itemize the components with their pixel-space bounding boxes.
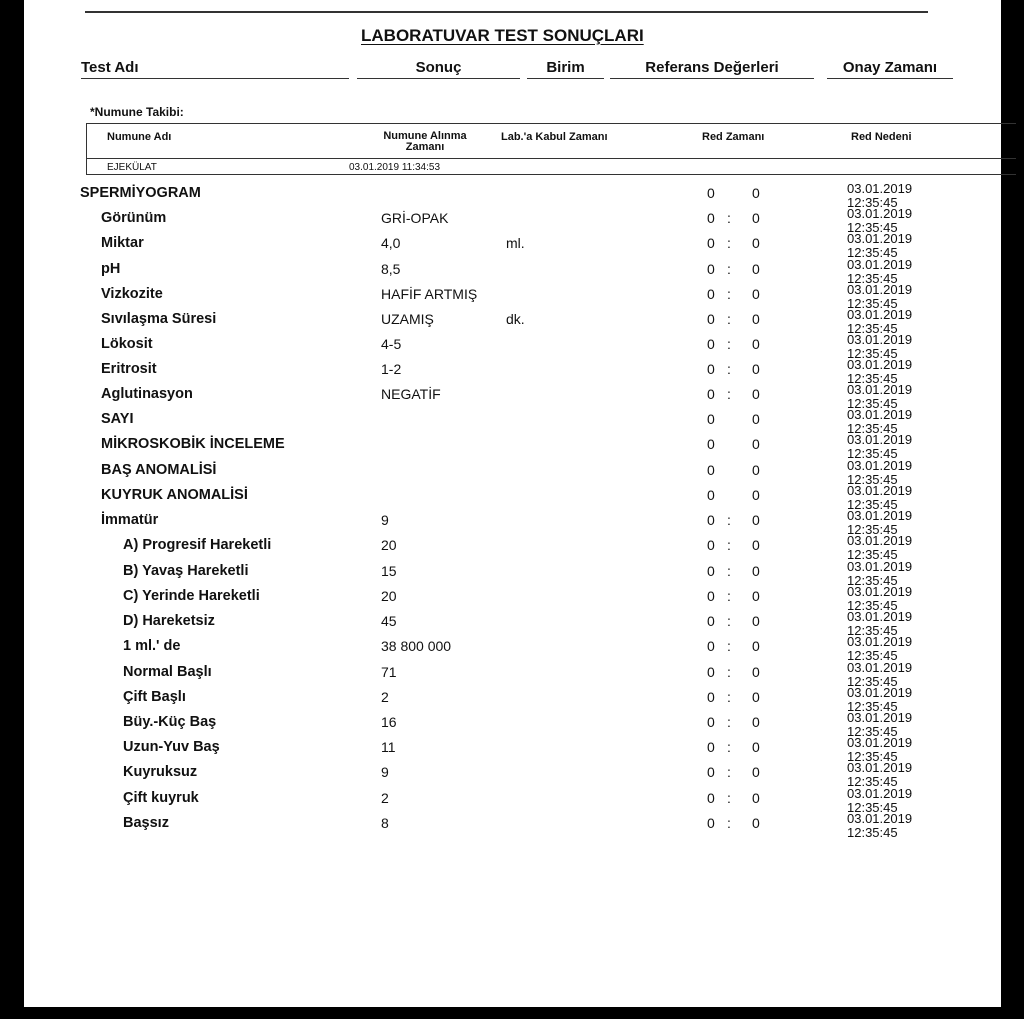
test-result: NEGATİF [381, 386, 441, 402]
test-result: UZAMIŞ [381, 311, 434, 327]
sample-header-collected: Numune Alınma Zamanı [383, 130, 467, 153]
reference-separator: : [727, 512, 731, 528]
reference-high: 0 [752, 689, 760, 705]
sample-divider [87, 158, 1016, 159]
approval-date: 03.01.2019 [847, 609, 913, 624]
reference-separator: : [727, 311, 731, 327]
approval-date: 03.01.2019 [847, 634, 913, 649]
test-name: Eritrosit [101, 361, 157, 377]
test-unit: ml. [506, 235, 525, 251]
approval-date: 03.01.2019 [847, 382, 913, 397]
approval-clock: 12:35:45 [847, 825, 898, 840]
approval-clock: 12:35:45 [847, 749, 898, 764]
reference-low: 0 [707, 537, 715, 553]
reference-high: 0 [752, 664, 760, 680]
reference-high: 0 [752, 739, 760, 755]
reference-high: 0 [752, 361, 760, 377]
approval-clock: 12:35:45 [847, 674, 898, 689]
column-header-test-name: Test Adı [81, 59, 349, 79]
approval-time [847, 710, 913, 739]
reference-high: 0 [752, 790, 760, 806]
test-name: İmmatür [101, 512, 159, 528]
approval-date: 03.01.2019 [847, 206, 913, 221]
reference-separator: : [727, 613, 731, 629]
test-name: Çift kuyruk [123, 790, 199, 806]
reference-separator: : [727, 537, 731, 553]
reference-low: 0 [707, 462, 715, 478]
reference-separator: : [727, 689, 731, 705]
approval-clock: 12:35:45 [847, 724, 898, 739]
test-name: MİKROSKOBİK İNCELEME [101, 436, 285, 452]
sample-header-name: Numune Adı [107, 131, 172, 143]
approval-clock: 12:35:45 [847, 296, 898, 311]
approval-date: 03.01.2019 [847, 786, 913, 801]
test-result: 8,5 [381, 261, 401, 277]
test-name: A) Progresif Hareketli [123, 537, 272, 553]
approval-clock: 12:35:45 [847, 321, 898, 336]
top-rule [85, 11, 928, 13]
sample-collected-time: 03.01.2019 11:34:53 [349, 162, 441, 173]
report-page [24, 0, 1001, 1007]
approval-date: 03.01.2019 [847, 432, 913, 447]
approval-clock: 12:35:45 [847, 421, 898, 436]
approval-clock: 12:35:45 [847, 446, 898, 461]
test-result: 20 [381, 537, 397, 553]
column-header-unit: Birim [527, 59, 604, 79]
approval-clock: 12:35:45 [847, 497, 898, 512]
reference-low: 0 [707, 361, 715, 377]
approval-clock: 12:35:45 [847, 346, 898, 361]
reference-low: 0 [707, 386, 715, 402]
approval-time [847, 685, 913, 714]
test-result: 9 [381, 512, 389, 528]
approval-time [847, 206, 913, 235]
test-name: 1 ml.' de [123, 638, 181, 654]
test-name: C) Yerinde Hareketli [123, 588, 260, 604]
test-unit: dk. [506, 311, 525, 327]
approval-clock: 12:35:45 [847, 271, 898, 286]
sample-tracking-label: *Numune Takibi: [90, 105, 184, 119]
approval-date: 03.01.2019 [847, 332, 913, 347]
reference-separator: : [727, 664, 731, 680]
reference-high: 0 [752, 764, 760, 780]
reference-high: 0 [752, 336, 760, 352]
reference-high: 0 [752, 462, 760, 478]
reference-high: 0 [752, 512, 760, 528]
reference-low: 0 [707, 563, 715, 579]
approval-clock: 12:35:45 [847, 547, 898, 562]
reference-high: 0 [752, 411, 760, 427]
approval-time [847, 282, 913, 311]
reference-high: 0 [752, 638, 760, 654]
reference-high: 0 [752, 714, 760, 730]
approval-clock: 12:35:45 [847, 774, 898, 789]
approval-time [847, 609, 913, 638]
reference-low: 0 [707, 436, 715, 452]
test-name: KUYRUK ANOMALİSİ [101, 487, 248, 503]
approval-clock: 12:35:45 [847, 598, 898, 613]
reference-low: 0 [707, 790, 715, 806]
reference-separator: : [727, 261, 731, 277]
test-result: GRİ-OPAK [381, 210, 449, 226]
reference-high: 0 [752, 613, 760, 629]
approval-clock: 12:35:45 [847, 371, 898, 386]
approval-time [847, 332, 913, 361]
approval-clock: 12:35:45 [847, 522, 898, 537]
reference-low: 0 [707, 336, 715, 352]
approval-time [847, 231, 913, 260]
test-name: Sıvılaşma Süresi [101, 311, 217, 327]
sample-header-lab-accept: Lab.'a Kabul Zamanı [501, 131, 608, 143]
approval-date: 03.01.2019 [847, 181, 913, 196]
test-name: Görünüm [101, 210, 167, 226]
reference-high: 0 [752, 210, 760, 226]
test-result: HAFİF ARTMIŞ [381, 286, 478, 302]
sample-tracking-table [86, 123, 1016, 175]
reference-low: 0 [707, 210, 715, 226]
column-header-reference: Referans Değerleri [610, 59, 814, 79]
test-result: 38 800 000 [381, 638, 452, 654]
reference-low: 0 [707, 815, 715, 831]
reference-high: 0 [752, 185, 760, 201]
reference-low: 0 [707, 689, 715, 705]
approval-time [847, 407, 913, 436]
test-result: 1-2 [381, 361, 402, 377]
reference-low: 0 [707, 714, 715, 730]
approval-clock: 12:35:45 [847, 396, 898, 411]
approval-clock: 12:35:45 [847, 220, 898, 235]
reference-low: 0 [707, 311, 715, 327]
approval-time [847, 811, 913, 840]
reference-high: 0 [752, 563, 760, 579]
approval-date: 03.01.2019 [847, 760, 913, 775]
approval-date: 03.01.2019 [847, 407, 913, 422]
reference-high: 0 [752, 386, 760, 402]
approval-clock: 12:35:45 [847, 573, 898, 588]
approval-time [847, 634, 913, 663]
page-title: LABORATUVAR TEST SONUÇLARI [361, 26, 644, 45]
sample-header-reject-time: Red Zamanı [702, 131, 765, 143]
reference-low: 0 [707, 588, 715, 604]
column-header-result: Sonuç [357, 59, 520, 79]
approval-time [847, 432, 913, 461]
approval-date: 03.01.2019 [847, 282, 913, 297]
reference-separator: : [727, 790, 731, 806]
approval-clock: 12:35:45 [847, 195, 898, 210]
approval-time [847, 584, 913, 613]
approval-date: 03.01.2019 [847, 559, 913, 574]
reference-low: 0 [707, 235, 715, 251]
sample-header-reject-reason: Red Nedeni [851, 131, 912, 143]
approval-time [847, 181, 913, 210]
approval-time [847, 735, 913, 764]
reference-low: 0 [707, 764, 715, 780]
reference-low: 0 [707, 512, 715, 528]
approval-clock: 12:35:45 [847, 648, 898, 663]
reference-low: 0 [707, 638, 715, 654]
reference-low: 0 [707, 487, 715, 503]
approval-time [847, 357, 913, 386]
reference-separator: : [727, 739, 731, 755]
approval-time [847, 458, 913, 487]
test-name: Miktar [101, 235, 144, 251]
reference-separator: : [727, 210, 731, 226]
reference-high: 0 [752, 235, 760, 251]
test-name: SAYI [101, 411, 134, 427]
reference-high: 0 [752, 588, 760, 604]
test-name: Uzun-Yuv Baş [123, 739, 220, 755]
approval-time [847, 257, 913, 286]
approval-time [847, 559, 913, 588]
approval-date: 03.01.2019 [847, 508, 913, 523]
test-result: 4-5 [381, 336, 402, 352]
approval-date: 03.01.2019 [847, 458, 913, 473]
approval-date: 03.01.2019 [847, 533, 913, 548]
reference-separator: : [727, 714, 731, 730]
approval-clock: 12:35:45 [847, 623, 898, 638]
approval-date: 03.01.2019 [847, 307, 913, 322]
reference-low: 0 [707, 613, 715, 629]
test-name: Lökosit [101, 336, 153, 352]
approval-date: 03.01.2019 [847, 357, 913, 372]
test-result: 16 [381, 714, 397, 730]
approval-time [847, 382, 913, 411]
test-name: Kuyruksuz [123, 764, 198, 780]
test-result: 15 [381, 563, 397, 579]
test-name: Aglutinasyon [101, 386, 193, 402]
reference-separator: : [727, 286, 731, 302]
reference-low: 0 [707, 261, 715, 277]
approval-time [847, 533, 913, 562]
test-name: B) Yavaş Hareketli [123, 563, 249, 579]
test-result: 45 [381, 613, 397, 629]
approval-time [847, 660, 913, 689]
reference-separator: : [727, 336, 731, 352]
reference-high: 0 [752, 487, 760, 503]
reference-separator: : [727, 361, 731, 377]
test-result: 11 [381, 739, 396, 755]
approval-date: 03.01.2019 [847, 735, 913, 750]
approval-time [847, 508, 913, 537]
approval-clock: 12:35:45 [847, 800, 898, 815]
approval-date: 03.01.2019 [847, 660, 913, 675]
reference-separator: : [727, 563, 731, 579]
approval-clock: 12:35:45 [847, 245, 898, 260]
reference-high: 0 [752, 436, 760, 452]
approval-time [847, 307, 913, 336]
approval-date: 03.01.2019 [847, 231, 913, 246]
approval-time [847, 786, 913, 815]
test-result: 2 [381, 689, 389, 705]
approval-date: 03.01.2019 [847, 257, 913, 272]
test-name: Çift Başlı [123, 689, 186, 705]
approval-clock: 12:35:45 [847, 699, 898, 714]
test-result: 71 [381, 664, 397, 680]
reference-low: 0 [707, 664, 715, 680]
reference-low: 0 [707, 286, 715, 302]
reference-low: 0 [707, 411, 715, 427]
test-result: 9 [381, 764, 389, 780]
test-name: Büy.-Küç Baş [123, 714, 217, 730]
test-name: Başsız [123, 815, 169, 831]
reference-separator: : [727, 638, 731, 654]
test-name: pH [101, 261, 121, 277]
reference-high: 0 [752, 815, 760, 831]
reference-low: 0 [707, 185, 715, 201]
test-name: BAŞ ANOMALİSİ [101, 462, 217, 478]
reference-high: 0 [752, 311, 760, 327]
sample-name: EJEKÜLAT [107, 162, 157, 173]
test-name: Vizkozite [101, 286, 163, 302]
test-name: Normal Başlı [123, 664, 212, 680]
test-name: SPERMİYOGRAM [80, 185, 201, 201]
test-result: 8 [381, 815, 389, 831]
reference-separator: : [727, 815, 731, 831]
approval-time [847, 760, 913, 789]
test-result: 20 [381, 588, 397, 604]
approval-date: 03.01.2019 [847, 685, 913, 700]
test-name: D) Hareketsiz [123, 613, 215, 629]
column-header-approval-time: Onay Zamanı [827, 59, 953, 79]
reference-low: 0 [707, 739, 715, 755]
approval-date: 03.01.2019 [847, 710, 913, 725]
test-result: 2 [381, 790, 389, 806]
test-result: 4,0 [381, 235, 401, 251]
approval-clock: 12:35:45 [847, 472, 898, 487]
reference-separator: : [727, 386, 731, 402]
reference-separator: : [727, 588, 731, 604]
reference-separator: : [727, 764, 731, 780]
reference-high: 0 [752, 286, 760, 302]
approval-date: 03.01.2019 [847, 811, 913, 826]
approval-date: 03.01.2019 [847, 584, 913, 599]
approval-date: 03.01.2019 [847, 483, 913, 498]
reference-high: 0 [752, 261, 760, 277]
approval-time [847, 483, 913, 512]
reference-high: 0 [752, 537, 760, 553]
reference-separator: : [727, 235, 731, 251]
table-row [24, 811, 1001, 840]
